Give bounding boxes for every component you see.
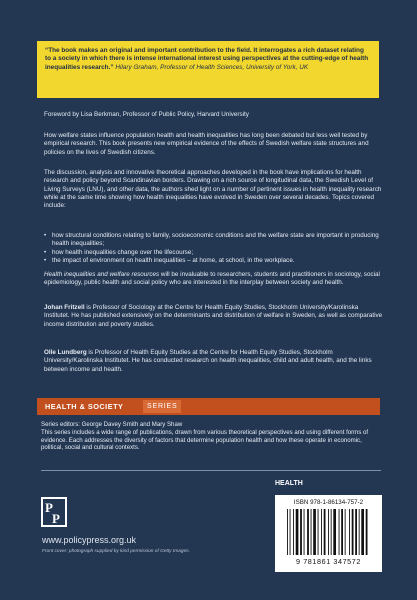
audience-text: will be invaluable to researchers, students and practitioners in sociology, social epidemiology, public health and social policy who are interested in the interplay between society and health. bbox=[44, 271, 380, 287]
series-banner bbox=[37, 398, 380, 415]
topic-item: • the impact of environment on health inequalities – at home, at school, in the workplace. bbox=[44, 257, 384, 265]
topic-item: • how structural conditions relating to family, socioeconomic conditions and the welfare state are important in producing health inequalities; bbox=[44, 232, 384, 249]
author-bio-lundberg bbox=[44, 349, 384, 374]
barcode-number: 9 781861 347572 bbox=[296, 557, 361, 566]
series-editors: Series editors: George Davey Smith and Mary Shaw bbox=[41, 421, 183, 428]
barcode-icon bbox=[287, 509, 370, 555]
series-description: This series includes a wide range of publications, drawn from various theoretical perspectives and using different forms of evidence. Each addresses the diversity of factors that determine population health and how these operate in economic, political, social and cultural contexts. bbox=[41, 428, 369, 452]
author-bio-fritzell bbox=[44, 304, 384, 329]
description-paragraph-1: How welfare states influence population health and health inequalities has long been debated but less well tested by empirical research. This book presents new empirical evidence of the effects of Swedish welfare state structures and policies on the lives of Swedish citizens. bbox=[44, 132, 369, 156]
endorsement-quote-box bbox=[37, 41, 379, 98]
policy-press-logo bbox=[41, 497, 67, 527]
series-name: HEALTH & SOCIETY bbox=[45, 402, 124, 411]
author-name: Olle Lundberg bbox=[44, 349, 87, 356]
cover-credit: Front cover: photograph supplied by kind permission of Getty Images. bbox=[42, 549, 190, 554]
author-bio-text: is Professor of Health Equity Studies at the Centre for Health Equity Studies, Stockholm University/Karolinska Institutet. He has conducted research on health inequalities, child and adult health, and the links between income and health. bbox=[44, 349, 372, 373]
svg-text:P: P bbox=[52, 511, 60, 526]
endorsement-attribution: Hilary Graham, Professor of Health Sciences, University of York, UK bbox=[115, 63, 309, 71]
pp-logo-icon bbox=[41, 497, 67, 527]
publisher-website-link[interactable]: www.policypress.org.uk bbox=[42, 535, 137, 545]
isbn-text: ISBN 978-1-86134-757-2 bbox=[293, 499, 364, 506]
foreword-line: Foreword by Lisa Berkman, Professor of Public Policy, Harvard University bbox=[44, 111, 249, 118]
description-paragraph-2: The discussion, analysis and innovative theoretical approaches developed in the book have implications for health research and policy beyond Scandinavian borders. Drawing on a rich source of longitudinal data, the Swedish Level of Living Surveys (LNU), and other data, the authors shed light on a number of pertinent issues in health inequality research while at the same time showing how health inequalities have evolved in Sweden over several decades. Topics covered include: bbox=[44, 169, 382, 210]
series-label: SERIES bbox=[143, 400, 181, 413]
topic-item: • how health inequalities change over the lifecourse; bbox=[44, 249, 384, 257]
svg-text:P: P bbox=[45, 500, 53, 515]
series-info bbox=[41, 421, 383, 452]
barcode-block bbox=[275, 495, 382, 572]
audience-paragraph bbox=[44, 271, 384, 288]
category-label: HEALTH bbox=[275, 480, 303, 487]
endorsement-quote: “The book makes an original and important contribution to the field. It interrogates a rich dataset relating to a society in which there is intense international interest using perspectives at the cutting-edge of health inequalities research.” bbox=[45, 47, 369, 71]
author-bio-text: is Professor of Sociology at the Centre for Health Equity Studies, Stockholm University/Karolinska Institutet. He has published extensively on the determinants and distribution of welfare in Sweden, as well as comparative income distribution and poverty studies. bbox=[44, 304, 383, 328]
topics-list bbox=[44, 232, 384, 265]
book-title-inline: Health inequalities and welfare resources bbox=[44, 271, 160, 278]
author-name: Johan Fritzell bbox=[44, 304, 85, 311]
divider bbox=[41, 470, 381, 471]
